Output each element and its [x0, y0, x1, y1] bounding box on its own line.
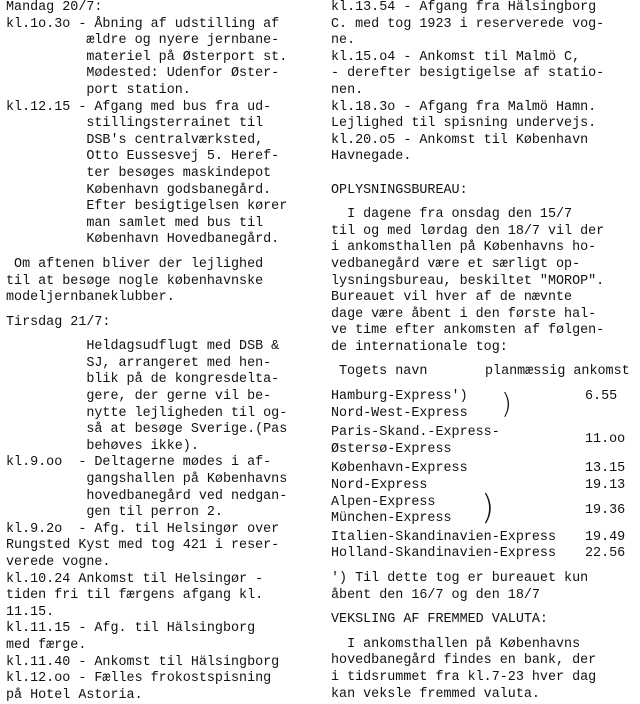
train-name: München-Express [331, 511, 452, 527]
info-text-line: til og med lørdag den 18/7 vil der [331, 223, 605, 239]
program-line: Mødested: Udenfor Øster- [6, 66, 280, 82]
program-line: Lejlighed til spisning undervejs. [331, 116, 597, 132]
program-line: ældre og nyere jernbane- [6, 33, 280, 49]
day-heading-tuesday: Tirsdag 21/7: [6, 314, 111, 330]
program-line: kl.1o.3o - Åbning af udstilling af [6, 16, 280, 32]
info-text-line: i tidsrummet fra kl.7-23 hver dag [331, 669, 597, 685]
train-name: Alpen-Express [331, 494, 436, 510]
program-line: Otto Eussesvej 5. Heref- [6, 149, 280, 165]
footnote-line: åbent den 16/7 og den 18/7 [331, 587, 540, 603]
program-line: gen til perron 2. [6, 505, 223, 521]
program-line: København Hovedbanegård. [6, 232, 280, 248]
program-line: SJ, arrangeret med hen- [6, 355, 272, 371]
program-line: materiel på Østerport st. [6, 49, 288, 65]
footnote-line: ') Til dette tog er bureauet kun [331, 571, 589, 586]
program-line: gangshallen på Københavns [6, 472, 288, 488]
program-line: Havnegade. [331, 149, 412, 165]
program-line: C. med tog 1923 i reserverede vog- [331, 16, 605, 32]
program-line: hovedbanegård ved nedgan- [6, 488, 288, 504]
train-time: 11.oo [585, 432, 626, 448]
bracket-mark: ) [501, 386, 512, 420]
train-time: 19.49 [585, 529, 626, 545]
program-line: København godsbanegård. [6, 182, 272, 198]
section-heading-oplysningsbureau: OPLYSNINGSBUREAU: [331, 182, 468, 198]
info-text-line: de internationale tog: [331, 339, 508, 355]
train-table [331, 364, 637, 563]
left-column [6, 0, 322, 704]
program-line: kl.9.oo - Deltagerne mødes i af- [6, 455, 272, 471]
info-text-line: hovedbanegård findes en bank, der [331, 653, 597, 669]
program-line: kl.12.oo - Fælles frokostspisning [6, 671, 272, 687]
program-line: gere, der gerne vil be- [6, 389, 272, 405]
info-text-line: vedbanegård være et særligt op- [331, 256, 581, 272]
train-time: 19.36 [585, 503, 626, 519]
train-row [331, 442, 637, 459]
program-line: ter besøges maskindepot [6, 165, 272, 181]
program-line: Heldagsudflugt med DSB & [6, 339, 280, 355]
train-name: København-Express [331, 461, 468, 477]
bracket-mark: ) [481, 487, 495, 528]
day-heading-monday: Mandag 20/7: [6, 0, 103, 15]
header-arrival-time: planmæssig ankomst [485, 364, 630, 380]
train-name: Hamburg-Express') [331, 389, 468, 405]
program-line: med færge. [6, 637, 87, 653]
program-line: kl.10.24 Ankomst til Helsingør - [6, 571, 264, 587]
train-row [331, 461, 637, 478]
evening-note-line: Om aftenen bliver der lejlighed [6, 256, 264, 272]
program-line: - derefter besigtigelse af statio- [331, 66, 605, 82]
info-text-line: dage være åbent i den første hal- [331, 306, 597, 322]
evening-note-line: til at besøge nogle københavnske [6, 273, 264, 289]
train-name: Nord-West-Express [331, 405, 468, 421]
train-table-header [331, 364, 637, 381]
train-row [331, 389, 637, 406]
train-name: Holland-Skandinavien-Express [331, 546, 556, 562]
program-line: kl.9.2o - Afg. til Helsingør over [6, 521, 280, 537]
program-line: kl.11.40 - Ankomst til Hälsingborg [6, 654, 280, 670]
train-name: Paris-Skand.-Express- [331, 425, 500, 441]
info-text-line: I ankomsthallen på Københavns [331, 636, 581, 652]
info-text-line: lysningsbureau, beskiltet "MOROP". [331, 273, 605, 289]
train-time: 19.13 [585, 478, 626, 494]
header-train-name: Togets navn [339, 364, 428, 380]
info-text-line: ve time efter ankomsten af følgen- [331, 323, 605, 339]
program-line: stillingsterrainet til [6, 116, 264, 132]
train-row [331, 546, 637, 563]
train-row [331, 425, 637, 448]
program-line: ne. [331, 33, 356, 49]
section-heading-veksling: VEKSLING AF FREMMED VALUTA: [331, 612, 548, 628]
program-line: kl.15.o4 - Ankomst til Malmö C, [331, 49, 581, 65]
train-name: Nord-Express [331, 478, 428, 494]
program-line: Efter besigtigelsen kører [6, 199, 288, 215]
program-line: nytte lejligheden til og- [6, 405, 288, 421]
program-line: 11.15. [6, 604, 55, 620]
program-line: man samlet med bus til [6, 215, 264, 231]
info-text-line: Bureauet vil hver af de nævnte [331, 290, 573, 306]
program-line: kl.18.3o - Afgang fra Malmö Hamn. [331, 99, 597, 115]
info-text-line: i ankomsthallen på Københavns ho- [331, 240, 597, 256]
program-line: nen. [331, 82, 364, 98]
train-time: 13.15 [585, 461, 626, 477]
train-name: Italien-Skandinavien-Express [331, 529, 556, 545]
program-line: Rungsted Kyst med tog 421 i reser- [6, 538, 280, 554]
right-column [331, 0, 637, 703]
train-name: Østersø-Express [331, 441, 452, 457]
program-line: port station. [6, 82, 191, 98]
train-row [331, 530, 637, 547]
program-line: så at besøge Sverige.(Pas [6, 422, 288, 438]
program-line: DSB's centralværksted, [6, 132, 264, 148]
train-row [331, 503, 637, 528]
program-line: verede vogne. [6, 555, 111, 570]
train-time: 6.55 [585, 389, 618, 405]
program-line: kl.20.o5 - Ankomst til København [331, 132, 589, 148]
program-line: kl.13.54 - Afgang fra Hälsingborg [331, 0, 597, 15]
program-line: på Hotel Astoria. [6, 687, 143, 703]
evening-note-line: modeljernbaneklubber. [6, 290, 175, 306]
train-time: 22.56 [585, 546, 626, 562]
program-line: tiden fri til færgens afgang kl. [6, 588, 264, 604]
info-text-line: kan veksle fremmed valuta. [331, 686, 540, 702]
program-line: kl.12.15 - Afgang med bus fra ud- [6, 99, 272, 115]
info-text-line: I dagene fra onsdag den 15/7 [331, 207, 573, 223]
program-line: kl.11.15 - Afg. til Hälsingborg [6, 621, 256, 637]
program-line: behøves ikke). [6, 438, 199, 454]
program-line: blik på de kongresdelta- [6, 372, 280, 388]
